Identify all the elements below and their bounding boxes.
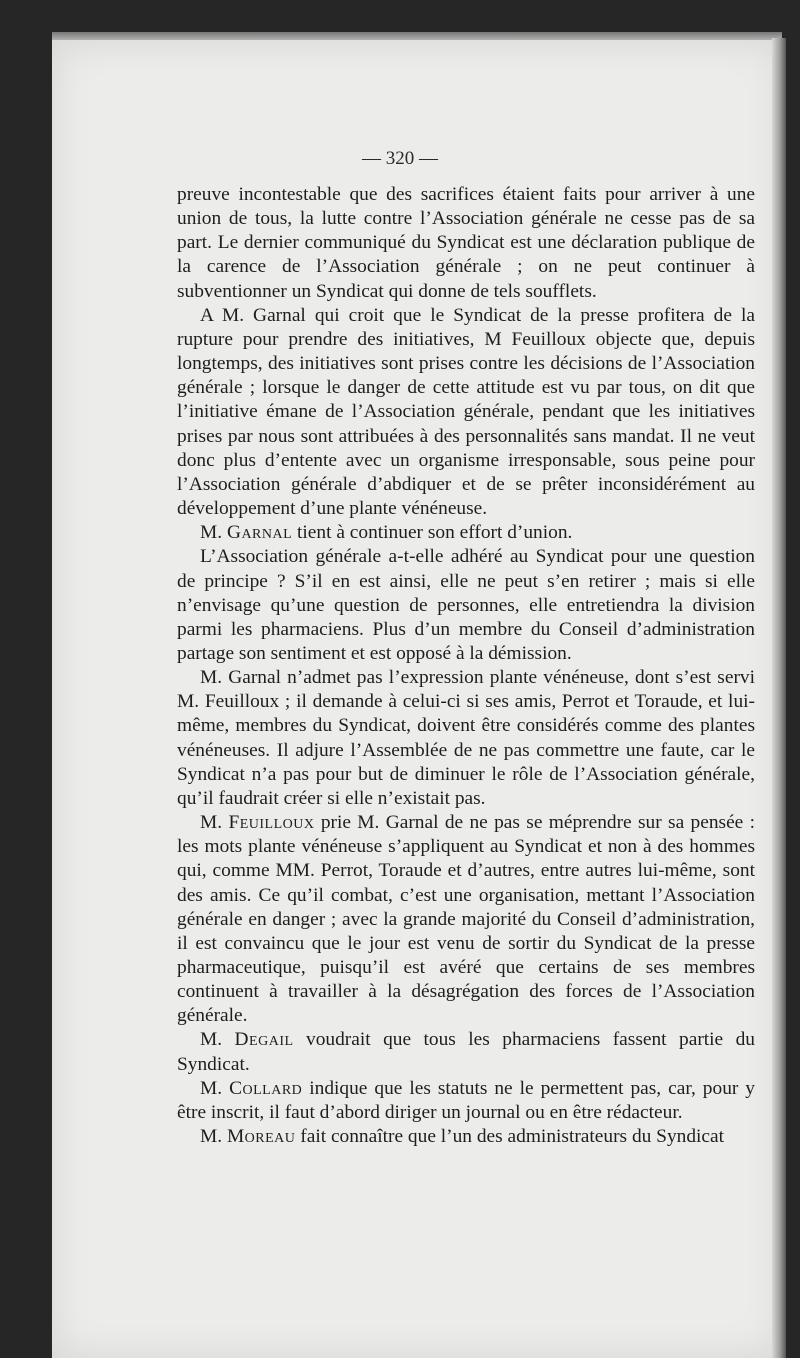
speaker-prefix: M. bbox=[200, 1029, 235, 1051]
speaker-prefix: M. bbox=[200, 1077, 230, 1099]
paragraph bbox=[177, 1028, 755, 1076]
paragraph bbox=[177, 521, 755, 545]
speaker-name: Garnal bbox=[226, 522, 293, 544]
paragraph-text: voudrait que tous les pharmaciens fassent partie du Syndicat. bbox=[177, 1029, 756, 1075]
paragraph bbox=[177, 545, 755, 666]
speaker-name: Degail bbox=[234, 1029, 294, 1051]
body-text bbox=[177, 183, 755, 1149]
paragraph-text: A M. Garnal qui croit que le Syndicat de la presse profitera de la rupture pour prendre des initiatives, M Feuilloux objecte que, depuis longtemps, des initiatives sont prises contre les décisions de l’Association générale ; lorsque le danger de cette attitude est vu par tous, on dit que l’initiative émane de l’Association générale, pendant que les initiatives prises par nous sont attribuées à des personnalités sans mandat. Il ne veut donc plus d’entente avec un organisme irresponsable, sous peine pour l’Association générale d’abdiquer et de se prêter inconsidérément au développement d’une plante vénéneuse. bbox=[177, 304, 755, 520]
paragraph-text: prie M. Garnal de ne pas se méprendre sur sa pensée : les mots plante vénéneuse s’appliquent au Syndicat et non à des hommes qui, comme MM. Perrot, Toraude et d’autres, entre autres lui-même, sont des amis. Ce qu’il combat, c’est une organisation, mettant l’Association générale en danger ; avec la grande majorité du Conseil d’administration, il est convaincu que le jour est venu de sortir du Syndicat de la presse pharmaceutique, puisqu’il est avéré que certains de ses membres continuent à travailler à la désagrégation des forces de l’Association générale. bbox=[177, 812, 756, 1027]
speaker-prefix: M. bbox=[200, 1126, 227, 1148]
paragraph bbox=[177, 666, 755, 811]
paragraph-text: M. Garnal n’admet pas l’expression plante vénéneuse, dont s’est servi M. Feuilloux ; il demande à celui-ci si ses amis, Perrot et Toraude, et lui-même, membres du Syndicat, doivent être considérés comme des plantes vénéneuses. Il adjure l’Assemblée de ne pas commettre une faute, car le Syndicat n’a pas pour but de diminuer le rôle de l’Association générale, qu’il faudrait créer si elle n’existait pas. bbox=[177, 667, 755, 809]
speaker-prefix: M. bbox=[200, 522, 227, 544]
page-number: — 320 — bbox=[362, 148, 438, 169]
page-right-edge bbox=[772, 38, 786, 1358]
paragraph bbox=[177, 1125, 755, 1149]
paragraph-text: L’Association générale a-t-elle adhéré au Syndicat pour une question de principe ? S’il en est ainsi, elle ne peut s’en retirer ; mais si elle n’envisage qu’une question de personnes, elle entretiendra la division parmi les pharmaciens. Plus d’un membre du Conseil d’administration partage son sentiment et est opposé à la démission. bbox=[177, 546, 755, 664]
paragraph-text: indique que les statuts ne le permettent pas, car, pour y être inscrit, il faut d’abord diriger un journal ou en être rédacteur. bbox=[177, 1077, 756, 1123]
speaker-name: Feuilloux bbox=[228, 812, 315, 834]
paragraph-text: fait connaître que l’un des administrateurs du Syndicat bbox=[295, 1126, 725, 1148]
paragraph bbox=[177, 304, 755, 521]
paragraph-text: tient à continuer son effort d’union. bbox=[292, 522, 573, 544]
paragraph bbox=[177, 811, 755, 1028]
speaker-name: Collard bbox=[229, 1077, 303, 1099]
paragraph bbox=[177, 1077, 755, 1125]
speaker-prefix: M. bbox=[200, 812, 229, 834]
paragraph bbox=[177, 183, 755, 304]
speaker-name: Moreau bbox=[226, 1126, 296, 1148]
paragraph-text: preuve incontestable que des sacrifices étaient faits pour arriver à une union de tous, la lutte contre l’Association générale ne cesse pas de sa part. Le dernier communiqué du Syndicat est une déclaration publique de la carence de l’Association générale ; on ne peut continuer à subventionner un Syndicat qui donne de tels soufflets. bbox=[177, 184, 755, 302]
